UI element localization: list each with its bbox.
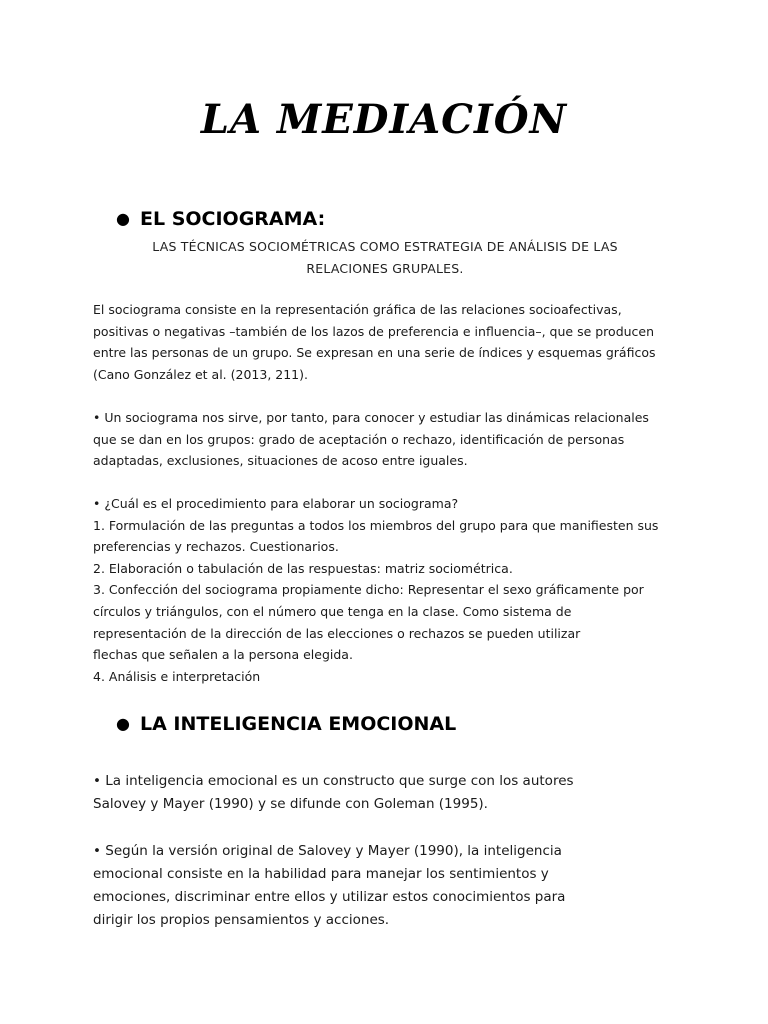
text-line: Salovey y Mayer (1990) y se difunde con Goleman (1995). (93, 796, 488, 812)
text-line: adaptadas, exclusiones, situaciones de acoso entre iguales. (93, 453, 468, 469)
text-line: 1. Formulación de las preguntas a todos los miembros del grupo para que manifiesten sus (93, 517, 659, 533)
section-subtitle (100, 236, 670, 280)
bullet-icon: ● (116, 209, 130, 228)
text-line: • La inteligencia emocional es un constructo que surge con los autores (93, 773, 574, 789)
text-line: • Según la versión original de Salovey y Mayer (1990), la inteligencia (93, 843, 562, 859)
heading-text: EL SOCIOGRAMA: (140, 208, 326, 230)
paragraph-definition (93, 299, 683, 385)
section-heading-sociograma (116, 208, 325, 230)
text-line: El sociograma consiste en la representación gráfica de las relaciones socioafectivas, (93, 302, 622, 317)
text-line: preferencias y rechazos. Cuestionarios. (93, 539, 339, 555)
text-line: flechas que señalen a la persona elegida. (93, 647, 353, 663)
text-line: • ¿Cuál es el procedimiento para elaborar un sociograma? (93, 496, 459, 511)
paragraph-definition-ie (93, 840, 653, 932)
paragraph-purpose (93, 407, 683, 472)
text-line: círculos y triángulos, con el número que tenga en la clase. Como sistema de (93, 603, 572, 619)
subtitle-line: RELACIONES GRUPALES. (306, 261, 464, 276)
text-line: • Un sociograma nos sirve, por tanto, para conocer y estudiar las dinámicas relacionales (93, 410, 649, 425)
text-line: (Cano González et al. (2013, 211). (93, 366, 308, 382)
text-line: dirigir los propios pensamientos y acciones. (93, 912, 390, 928)
heading-text: LA INTELIGENCIA EMOCIONAL (140, 713, 457, 735)
text-line: positivas o negativas –también de los lazos de preferencia e influencia–, que se producen (93, 323, 655, 339)
text-line: que se dan en los grupos: grado de aceptación o rechazo, identificación de personas (93, 431, 625, 447)
text-line: emocional consiste en la habilidad para manejar los sentimientos y (93, 866, 549, 882)
text-line: entre las personas de un grupo. Se expresan en una serie de índices y esquemas gráficos (93, 345, 656, 361)
paragraph-origin (93, 770, 653, 816)
subtitle-line: LAS TÉCNICAS SOCIOMÉTRICAS COMO ESTRATEGIA DE ANÁLISIS DE LAS (152, 239, 618, 254)
paragraph-procedure (93, 493, 683, 687)
page-title: LA MEDIACIÓN (200, 96, 568, 143)
text-line: 3. Confección del sociograma propiamente dicho: Representar el sexo gráficamente por (93, 582, 644, 598)
text-line: representación de la dirección de las elecciones o rechazos se pueden utilizar (93, 625, 581, 641)
text-line: 4. Análisis e interpretación (93, 668, 261, 684)
text-line: 2. Elaboración o tabulación de las respuestas: matriz sociométrica. (93, 560, 513, 576)
section-heading-inteligencia (116, 713, 456, 735)
text-line: emociones, discriminar entre ellos y utilizar estos conocimientos para (93, 889, 566, 905)
bullet-icon: ● (116, 714, 130, 733)
